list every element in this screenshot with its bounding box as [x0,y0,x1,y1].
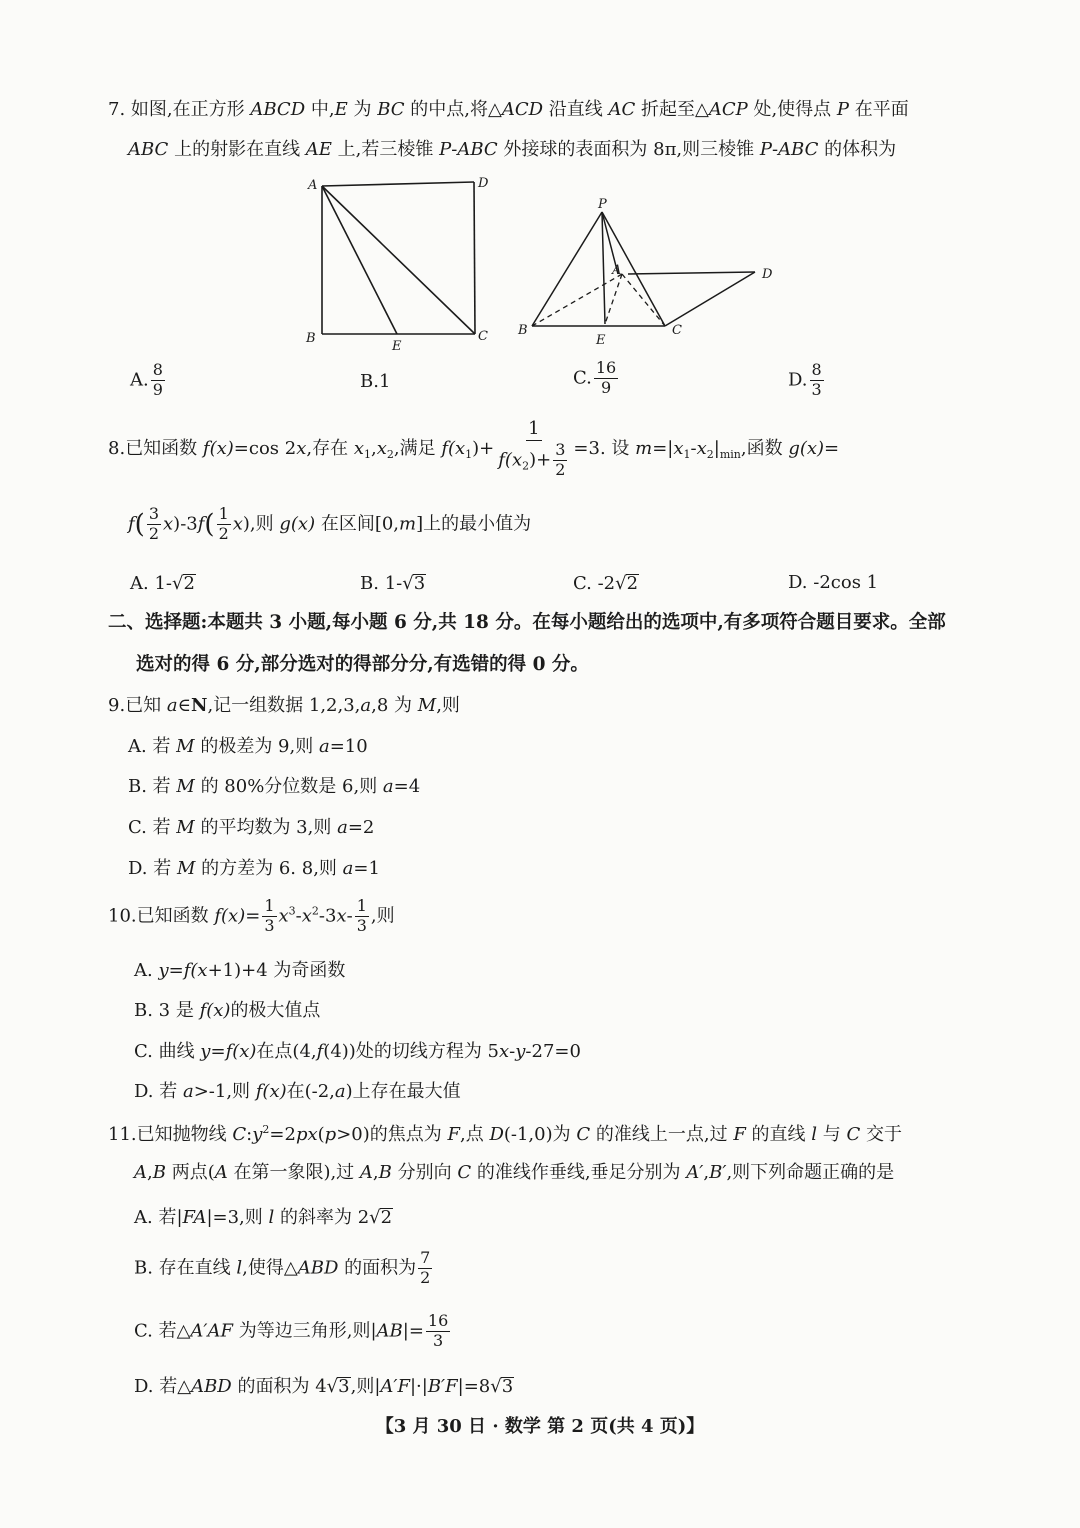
q7-number: 7. [108,99,126,120]
q7-option-c: C. $\frac{16}{9}$ [573,358,617,397]
footer-page-number: 第 2 页(共 4 页) [540,1416,687,1437]
dashed-ac [622,274,665,326]
q11-option-a: A. 若|FA|=3,则 l 的斜率为 2√2 [134,1207,393,1228]
q11-option-c: C. 若△A′AF 为等边三角形,则|AB|= $\frac{16}{3}$ [134,1311,449,1350]
edge-dc [665,272,755,326]
q8-line-2: f( $\frac{3}{2}$ x)-3f( $\frac{1}{2}$ x),则 g(x) 在区间[0,m]上的最小值为 [128,504,532,543]
label-b: B [306,331,316,346]
q10-stem: 10.已知函数 f(x)= $\frac{1}{3}$ $x^3-x^2-3x-$ $\frac{1}{3}$ ,则 [108,896,395,935]
q11-line-1: 11.已知抛物线 $C:y^2=2px(p>0)$的焦点为 F,点 D(-1,0)为 C 的准线上一点,过 F 的直线 l 与 C 交于 [108,1123,902,1145]
q7-line-1: 7. 如图,在正方形 ABCD 中,E 为 BC 的中点,将△ACD 沿直线 AC 折起至△ACP 处,使得点 P 在平面 [108,99,909,120]
q9-option-a: A. 若 M 的极差为 9,则 a=10 [128,736,368,757]
edge-pb [532,212,602,326]
q10-option-b: B. 3 是 f(x)的极大值点 [134,1000,321,1021]
page-footer: 【3 月 30 日 · 数学 第 2 页(共 4 页)】 [375,1416,705,1437]
q7-option-d: D. $\frac{8}{3}$ [788,360,822,399]
footer-subject: 数学 [504,1416,541,1437]
edge-pe [602,212,605,324]
q10-option-d: D. 若 a>-1,则 f(x)在(-2,a)上存在最大值 [134,1081,461,1102]
q7-figure-pyramid [510,192,780,350]
q10-option-a: A. y=f(x+1)+4 为奇函数 [134,960,346,981]
q7-figure-square [300,170,500,355]
label-b: B [518,323,528,338]
label-p: P [598,197,607,212]
dashed-ae [605,274,622,324]
label-c: C [672,323,682,338]
label-a: A [612,263,622,278]
edge-ad [628,272,755,274]
q8-option-d: D. -2cos 1 [788,572,879,593]
q9-option-b: B. 若 M 的 80%分位数是 6,则 a=4 [128,776,421,797]
q8-option-c: C. -2√2 [573,573,639,594]
q7-option-a: A. $\frac{8}{9}$ [130,360,163,399]
square-edge-dc [474,182,475,334]
label-c: C [478,329,488,344]
square-diag-ac [322,186,475,334]
square-seg-ae [322,186,397,334]
q9-option-d: D. 若 M 的方差为 6. 8,则 a=1 [128,858,380,879]
q7-line-2: ABC 上的射影在直线 AE 上,若三棱锥 P-ABC 外接球的表面积为 8π,则三棱锥 P-ABC 的体积为 [128,139,897,160]
q10-option-c: C. 曲线 y=f(x)在点(4,f(4))处的切线方程为 5x-y-27=0 [134,1041,581,1062]
section-2-heading-cont: 选对的得 6 分,部分选对的得部分分,有选错的得 0 分。 [136,654,589,675]
square-edge-ad [322,182,474,186]
q9-stem: 9.已知 a∈N,记一组数据 1,2,3,a,8 为 M,则 [108,695,460,716]
label-d: D [762,267,773,282]
q11-option-d: D. 若△ABD 的面积为 4√3,则|A′F|·|B′F|=8√3 [134,1376,514,1397]
q8-option-a: A. 1-√2 [130,573,195,594]
q8-line-1: 8.已知函数 f(x)=cos 2x,存在 $x_1,x_2$,满足 $f(x_1)+$ 1 $f(x_2)+$ $\frac{3}{2}$ =3. 设 $m=|x_1-x_2|_{min}$,函数 g(x)= [108,418,840,479]
label-a: A [308,178,318,193]
q9-option-c: C. 若 M 的平均数为 3,则 a=2 [128,817,375,838]
label-e: E [392,339,402,354]
section-2-heading: 二、选择题:本题共 3 小题,每小题 6 分,共 18 分。在每小题给出的选项中,有多项符合题目要求。全部 [108,612,946,633]
label-e: E [596,333,606,348]
q8-option-b: B. 1-√3 [360,573,426,594]
dashed-ab [532,274,622,326]
q11-line-2: A,B 两点(A 在第一象限),过 A,B 分别向 C 的准线作垂线,垂足分别为 A′,B′,则下列命题正确的是 [134,1162,895,1183]
label-d: D [478,176,489,191]
q7-option-b: B.1 [360,371,391,392]
q11-option-b: B. 存在直线 l,使得△ABD 的面积为 $\frac{7}{2}$ [134,1248,431,1287]
